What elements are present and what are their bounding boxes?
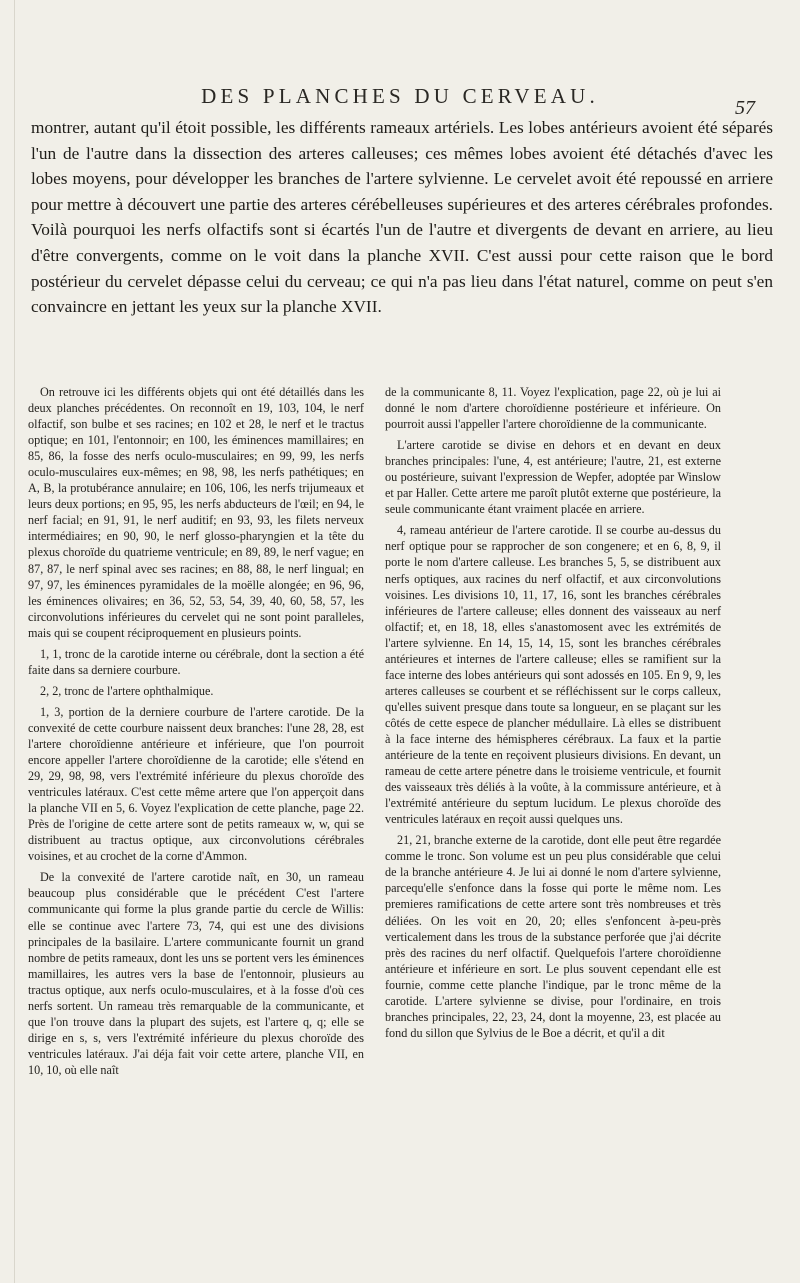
left-paragraph-3: 2, 2, tronc de l'artere ophthalmique. xyxy=(40,683,214,698)
left-column xyxy=(28,384,364,1083)
left-paragraph-2: 1, 1, tronc de la carotide interne ou cérébrale, dont la section a été faite dans sa derniere courbure. xyxy=(28,646,364,677)
right-paragraph-2: L'artere carotide se divise en dehors et en devant en deux branches principales: l'une, 4, est antérieure; l'autre, 21, est externe ou postérieure, suivant l'expression de Wepfer, adoptée par Winslow et par Haller. Cette artere me paroît plutôt externe que postérieure, la seule communicante étant vraiment placée en arriere. xyxy=(385,438,721,517)
right-paragraph-1: de la communicante 8, 11. Voyez l'explication, page 22, où je lui ai donné le nom d'artere choroïdienne postérieure et inférieure. On pourroit aussi l'appeller l'artere choroïdienne de la communicante. xyxy=(385,385,721,432)
left-paragraph-4: 1, 3, portion de la derniere courbure de l'artere carotide. De la convexité de cette courbure naissent deux branches: l'une 28, 28, est l'artere choroïdienne antérieure et inférieure, que l'on pourroit encore appeller l'artere choroïdienne de la carotide; elle s'étend en 29, 29, 98, 98, vers l'extrémité inférieure du plexus choroïde des ventricules latéraux. C'est cette même artere que l'on apperçoit dans la planche VII en 5, 6. Voyez l'explication de cette planche, page 22. Près de l'origine de cette artere sont de petits rameaux w, w, qui se distribuent au tractus optique, aux circonvolutions cérébrales voisines, et au crochet de la corne d'Ammon. xyxy=(28,704,364,864)
running-title: DES PLANCHES DU CERVEAU. xyxy=(201,84,599,108)
page-edge-line xyxy=(14,0,15,1283)
left-paragraph-1: On retrouve ici les différents objets qui ont été détaillés dans les deux planches précédentes. On reconnoît en 19, 103, 104, le nerf olfactif, son bulbe et ses racines; en 102 et 28, le nerf et le tractus optique; en 101, l'entonnoir; en 100, les éminences mamillaires; en 85, 86, la fosse des nerfs oculo-musculaires; en 99, 99, les nerfs oculo-musculaires eux-mêmes; en 98, 98, les nerfs pathétiques; en A, B, la protubérance annulaire; en 106, 106, les nerfs trijumeaux et leurs deux portions; en 95, 95, les nerfs abducteurs de l'œil; en 94, le nerf facial; en 91, 91, le nerf auditif; en 93, 93, les filets nerveux intermédiaires; en 90, 90, le nerf glosso-pharyngien et la tête du plexus choroïde du quatrieme ventricule; en 89, 89, le nerf vague; en 87, 87, le nerf spinal avec ses racines; en 88, 88, le nerf lingual; en 97, 97, les éminences pyramidales de la moëlle alongée; en 96, 96, les éminences olivaires; en 36, 52, 53, 54, 39, 40, 60, 58, 57, les circonvolutions inférieures du cervelet qui ne sont point paralleles, mais qui se coupent réciproquement en plusieurs points. xyxy=(28,385,364,640)
right-paragraph-4: 21, 21, branche externe de la carotide, dont elle peut être regardée comme le tronc. Son volume est un peu plus considérable que celui de la branche antérieure 4. Je lui ai donné le nom d'artere sylvienne, parcequ'elle s'enfonce dans la fosse qui porte le même nom. Les premieres ramifications de cette artere sont très nombreuses et très déliées. On les voit en 20, 20; elles s'enfoncent à-peu-près verticalement dans les trous de la substance perforée que j'ai décrite près des racines du nerf olfactif. Quelquefois l'artere choroïdienne antérieure et inférieure en sort. Le plus souvent cependant elle est fournie, comme cette planche l'indique, par le tronc même de la carotide. L'artere sylvienne se divise, pour l'ordinaire, en trois branches principales, 22, 23, 24, dont la moyenne, 23, est placée au fond du sillon que Sylvius de le Boe a décrit, et qu'il a dit xyxy=(385,833,721,1040)
page-number: 57 xyxy=(735,97,755,119)
left-paragraph-5: De la convexité de l'artere carotide naît, en 30, un rameau beaucoup plus considérable que le précédent C'est l'artere communicante qui forme la plus grande partie du cercle de Willis: elle se continue avec l'artere 73, 74, qui est une des divisions principales de la basilaire. L'artere communicante fournit un grand nombre de petits rameaux, dont les uns se portent vers les éminences mamillaires, les autres vers la base de l'entonnoir, plusieurs au tractus optique, aux nerfs oculo-musculaires, et à la fosse d'où ces nerfs sortent. Un rameau très remarquable de la communicante, et que l'on trouve dans la plupart des sujets, est l'artere q, q; elle se dirige en s, s, vers l'extrémité inférieure du plexus choroïde des ventricules latéraux. J'ai déja fait voir cette artere, planche VII, en 10, 10, où elle naît xyxy=(28,870,364,1077)
intro-paragraph: montrer, autant qu'il étoit possible, les différents rameaux artériels. Les lobes antérieurs avoient été séparés l'un de l'autre dans la dissection des arteres calleuses; ces mêmes lobes avoient été détachés d'avec les lobes moyens, pour développer les branches de l'artere sylvienne. Le cervelet avoit été repoussé en arriere pour mettre à découvert une partie des arteres cérébelleuses supérieures et des arteres cérébrales profondes. Voilà pourquoi les nerfs olfactifs sont si écartés l'un de l'autre et divergents de devant en arriere, au lieu d'être convergents, comme on le voit dans la planche XVII. C'est aussi pour cette raison que le bord postérieur du cervelet dépasse celui du cerveau; ce qui n'a pas lieu dans l'état naturel, comme on peut s'en convaincre en jettant les yeux sur la planche XVII. xyxy=(31,118,773,317)
intro-paragraph-block xyxy=(31,115,773,320)
right-paragraph-3: 4, rameau antérieur de l'artere carotide. Il se courbe au-dessus du nerf optique pour se rapprocher de son congenere; et en 6, 8, 9, il porte le nom d'artere calleuse. Les branches 5, 5, se distribuent aux nerfs optiques, aux racines du nerf olfactif, et aux circonvolutions voisines. Les divisions 10, 11, 17, 16, sont les branches cérébrales inférieures de l'artere calleuse; elles donnent des vaisseaux au nerf olfactif; et, en 18, 18, elles s'anastomosent avec les extrémités de l'artere sylvienne. En 14, 15, 14, 15, sont les branches cérébrales antérieures et internes de l'artere calleuse; elles se ramifient sur la face interne des lobes antérieurs qui sont adossés en 105. En 9, 9, les arteres calleuses se courbent et se réfléchissent sur le corps calleux, qu'elles suivent presque dans toute sa longueur, en se plaçant sur les côtés de cette espece de plancher médullaire. Là elles se distribuent à la face interne des hémispheres cérébraux. La faux et la partie antérieure de la tente en reçoivent plusieurs divisions. En devant, un rameau de cette artere pénetre dans le troisieme ventricule, et fournit des vaisseaux très déliés à la voûte, à la commissure antérieure, et à l'extrémité antérieure du septum lucidum. Le plexus choroïde des ventricules latéraux en reçoit aussi quelques uns. xyxy=(385,523,721,827)
right-column xyxy=(385,384,721,1046)
